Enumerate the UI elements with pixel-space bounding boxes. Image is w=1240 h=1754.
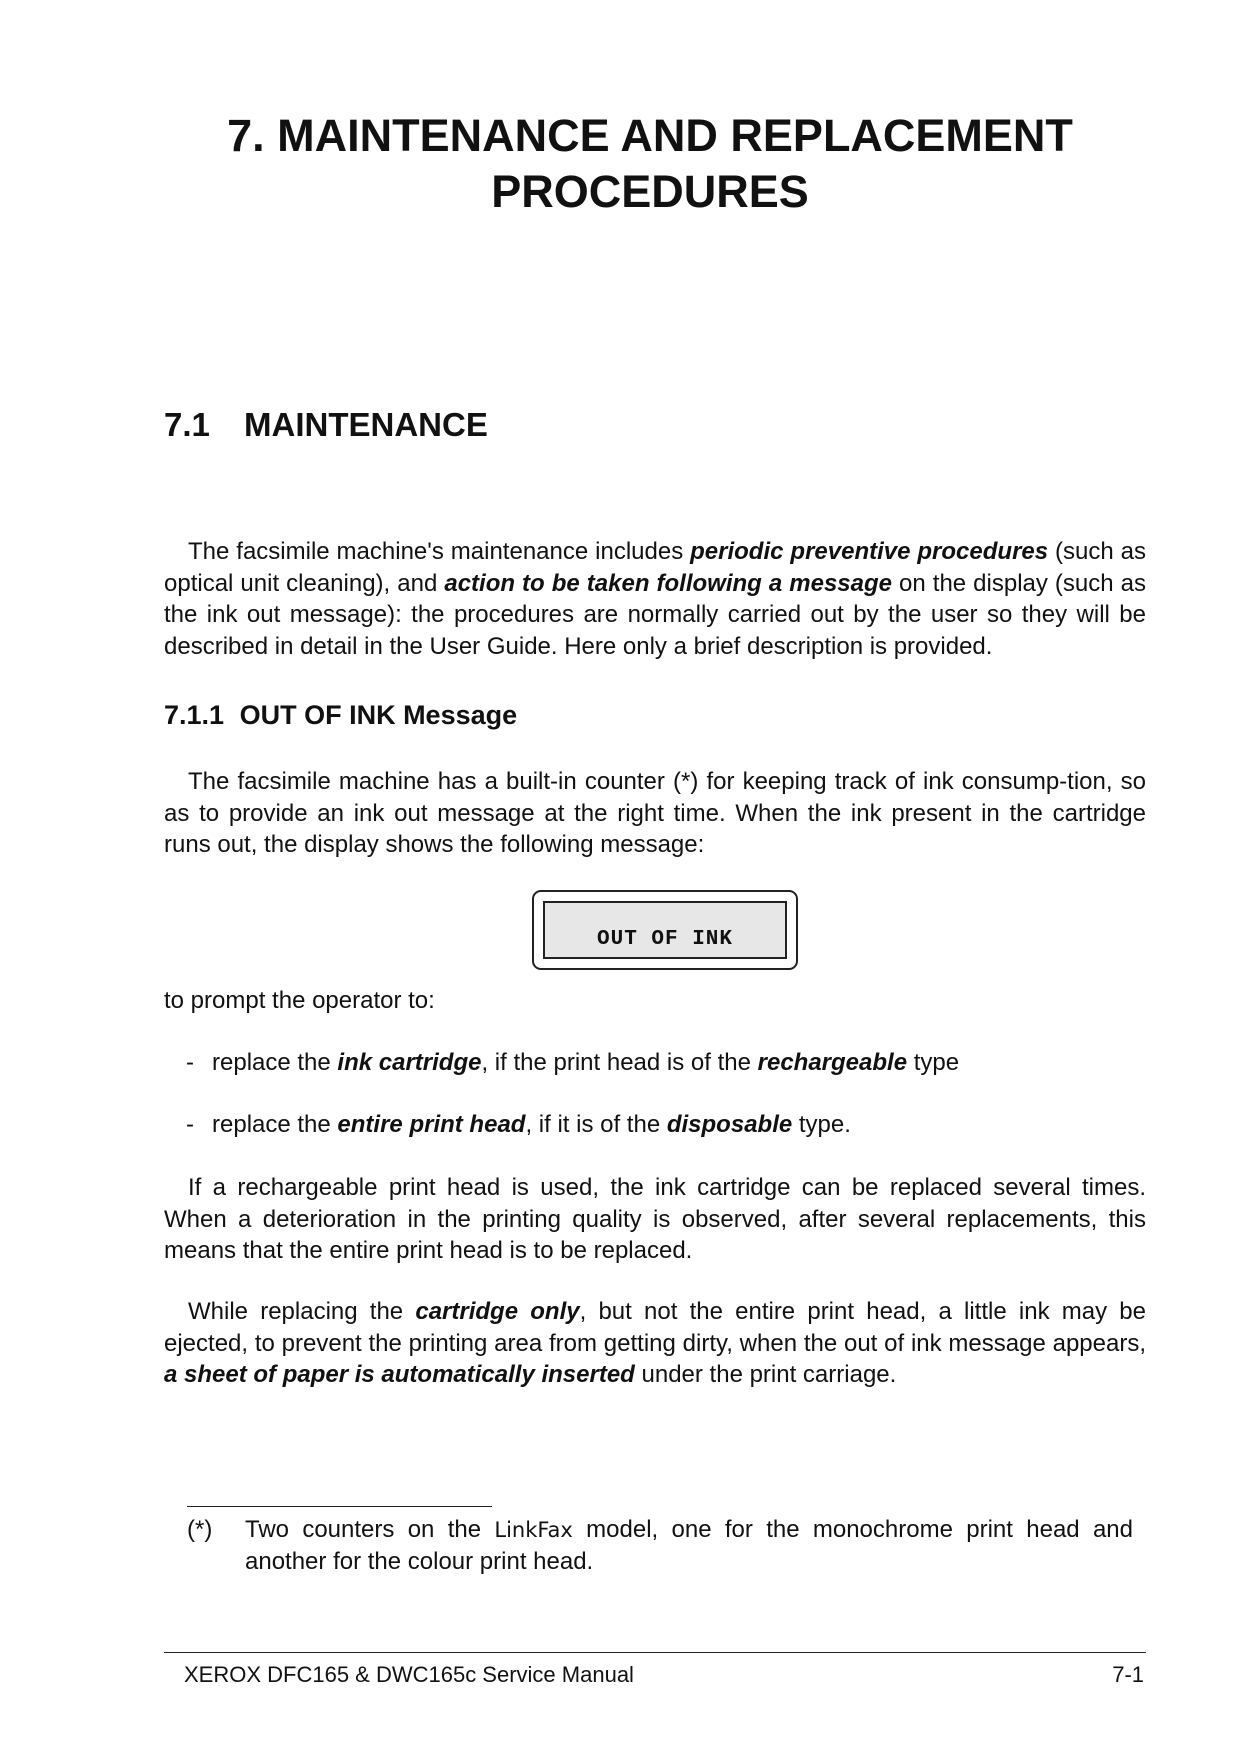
footnote-text-1: Two counters on the [245, 1516, 495, 1543]
bullet-emphasis-1: ink cartridge [337, 1049, 482, 1076]
footnote-text [245, 1514, 1133, 1577]
footnote-divider [187, 1506, 492, 1507]
display-panel [532, 890, 798, 970]
bullet-dash: - [186, 1111, 194, 1138]
intro-text-2: (such as optical unit cleaning), and [164, 538, 1146, 597]
prompt-text: to prompt the operator to: [164, 987, 435, 1014]
subsection-number: 7.1.1 [164, 700, 225, 730]
footer-page-number: 7-1 [1112, 1662, 1144, 1687]
bullet-emphasis-1: entire print head [337, 1111, 526, 1138]
cartridge-emphasis-1: cartridge only [415, 1298, 580, 1325]
subsection-heading [164, 700, 517, 731]
bullet-dash: - [186, 1049, 194, 1076]
cartridge-text-1: While replacing the [188, 1298, 416, 1325]
chapter-title-line-1: 7. MAINTENANCE AND REPLACEMENT [227, 110, 1073, 161]
bullet-text-1: replace the [212, 1049, 338, 1076]
footnote-text-2: model, one for the monochrome print head and another for the colour print head. [245, 1516, 1133, 1575]
intro-emphasis-1: periodic preventive procedures [690, 538, 1049, 565]
bullet-text-3: type [907, 1049, 960, 1076]
intro-text-1: The facsimile machine's maintenance includes [188, 538, 691, 565]
counter-paragraph: The facsimile machine has a built-in counter (*) for keeping track of ink consump-tion, so as to provide an ink out message at the right time. When the ink present in the cartridge runs out, the display shows the following message: [164, 768, 1146, 858]
bullet-item [186, 1109, 851, 1140]
bullet-text-1: replace the [212, 1111, 338, 1138]
subsection-title: OUT OF INK Message [239, 700, 518, 730]
display-screen [543, 901, 787, 959]
bullet-text-3: type. [792, 1111, 851, 1138]
footer-divider [164, 1652, 1146, 1653]
bullet-text-2: , if it is of the [525, 1111, 667, 1138]
bullet-emphasis-2: rechargeable [757, 1049, 908, 1076]
cartridge-text-2: , but not the entire print head, a little ink may be ejected, to prevent the printing area from getting dirty, when the out of ink message appears, [164, 1298, 1146, 1357]
intro-text-3: on the display (such as the ink out message): the procedures are normally carried out by the user so they will be described in detail in the User Guide. Here only a brief description is provided. [164, 569, 1146, 660]
footer-manual-title: XEROX DFC165 & DWC165c Service Manual [184, 1662, 634, 1687]
display-message: OUT OF INK [596, 928, 734, 951]
cartridge-text-3: under the print carriage. [634, 1361, 897, 1388]
section-heading [164, 406, 488, 444]
intro-paragraph [164, 536, 1146, 662]
bullet-item [186, 1047, 959, 1078]
cartridge-paragraph [164, 1296, 1146, 1391]
intro-emphasis-2: action to be taken following a message [444, 569, 892, 597]
footnote-mark: (*) [187, 1516, 213, 1543]
section-number: 7.1 [164, 406, 210, 443]
cartridge-emphasis-2: a sheet of paper is automatically inserted [164, 1361, 635, 1388]
footnote-model-name: LinkFax [494, 1518, 573, 1542]
chapter-title [140, 108, 1160, 220]
bullet-emphasis-2: disposable [666, 1111, 793, 1138]
rechargeable-paragraph: If a rechargeable print head is used, the ink cartridge can be replaced several times. When a deterioration in the printing quality is observed, after several replacements, this means that the entire print head is to be replaced. [164, 1174, 1146, 1264]
bullet-text-2: , if the print head is of the [481, 1049, 758, 1076]
chapter-title-line-2: PROCEDURES [491, 166, 809, 217]
section-title: MAINTENANCE [244, 406, 488, 443]
